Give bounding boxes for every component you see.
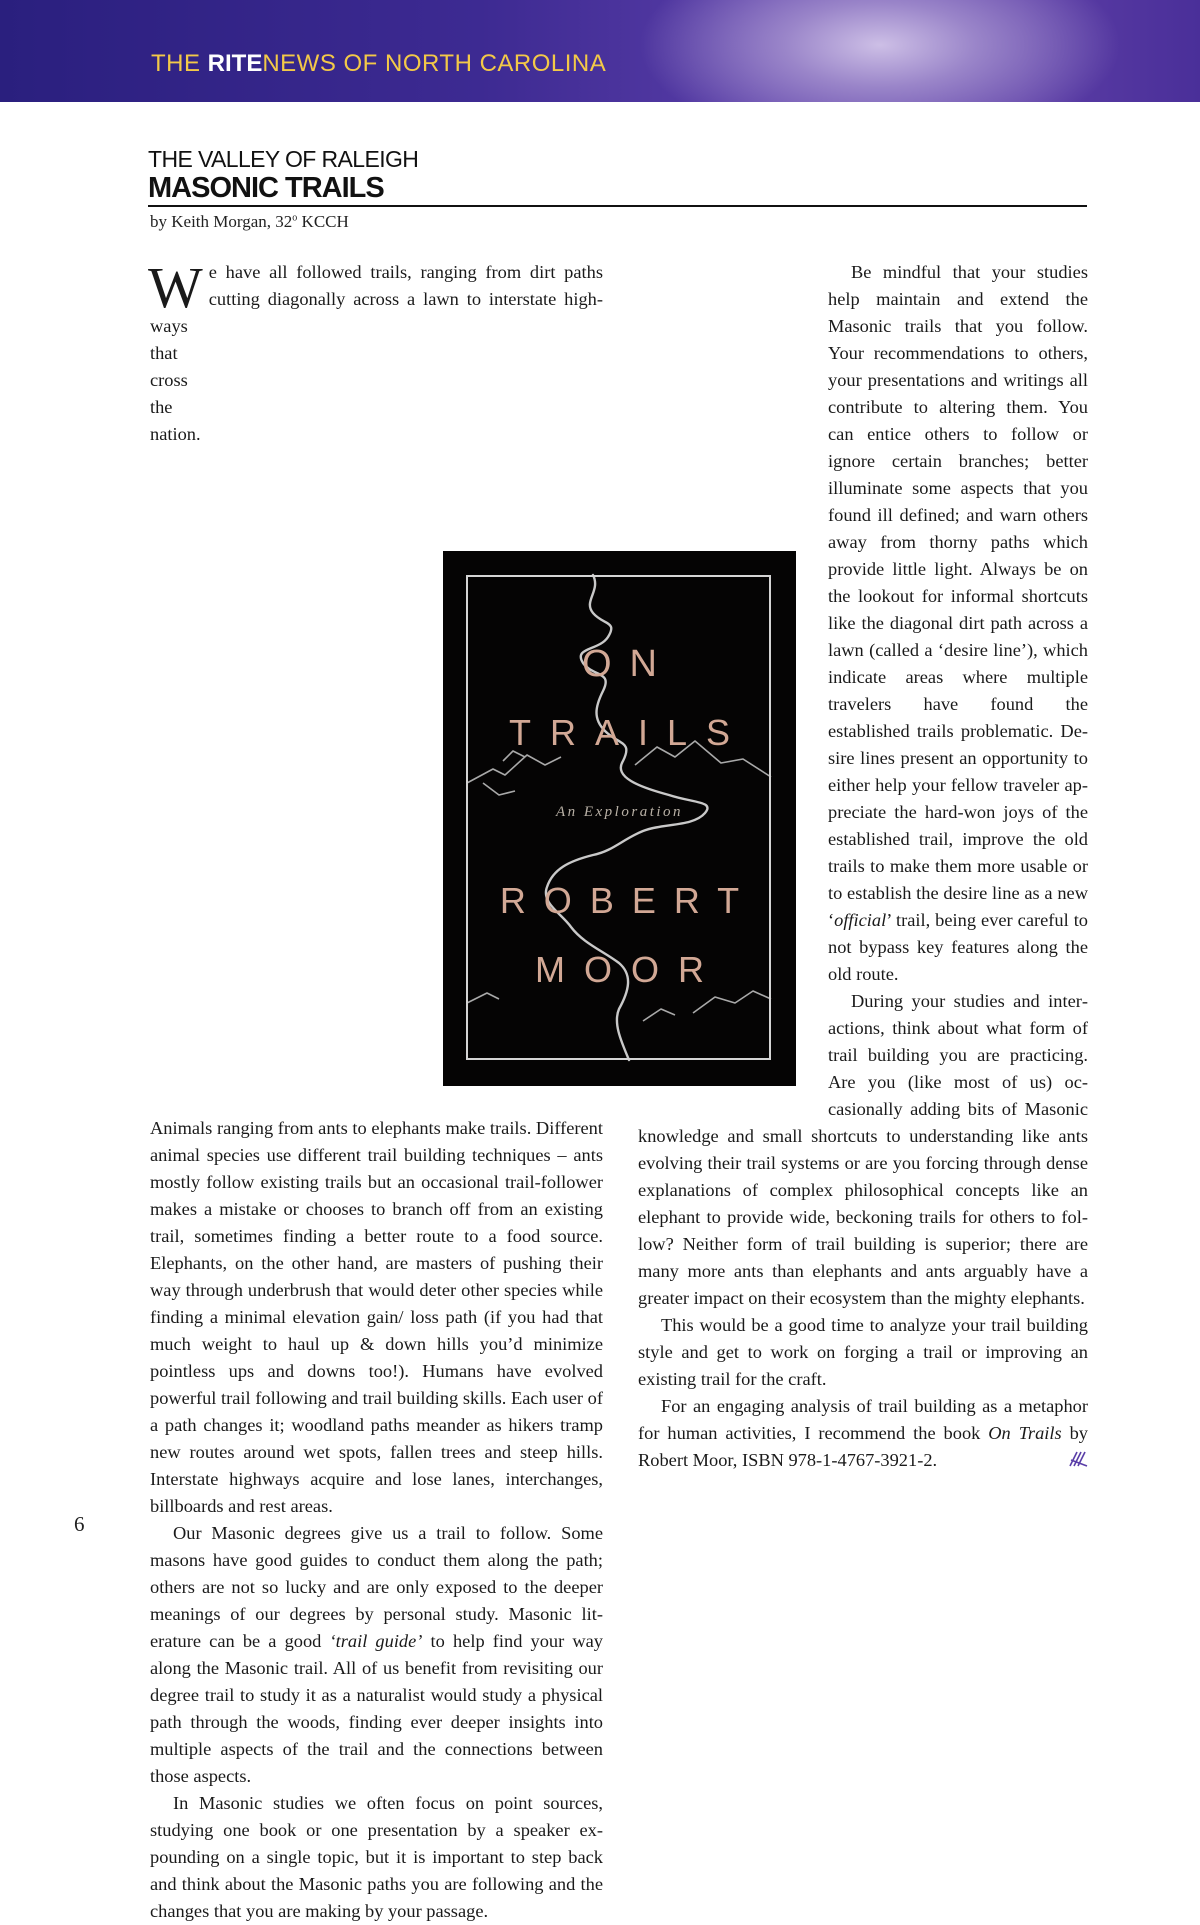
paragraph-degrees-text: Our Masonic degrees give us a trail to follow. Some masons have good guides to conduct them along the path; others are not so lucky and are only exposed to the deeper meanings of our degrees by personal study. Masonic literature can be a good bbox=[150, 1523, 603, 1651]
article-kicker: THE VALLEY OF RALEIGH bbox=[148, 146, 419, 172]
book-title-emphasis: On Trails bbox=[988, 1423, 1062, 1443]
page-number: 6 bbox=[74, 1512, 85, 1536]
drop-cap: W bbox=[148, 255, 203, 320]
book-author-first: ROBERT bbox=[499, 880, 758, 921]
paragraph-recommend-text-2: by Robert Moor, ISBN 978-1-4767-3921-2. bbox=[638, 1423, 1088, 1470]
paragraph-mindful-text: Be mindful that your studies help maintain and extend the Masonic trails that you follow. Your recommendations to others, your presentations and writings all contribute to altering them. You can entice others to follow or ignore certain branches; better illuminate some aspects that you found ill defined; and warn others away from thorny paths which provide little light. Always be on the lookout for informal shortcuts like the diagonal dirt path across a lawn (called a ‘desire line’), which indicate areas where multiple travelers have found the established trails problematic. Desire lines present an opportunity to either help your fellow traveler appreciate the hard-won joys of the established trail, improve the old trails to make them more usable or to establish the desire line as a new ‘ bbox=[828, 262, 1088, 930]
paragraph-analyze: This would be a good time to analyze your trail building style and get to work on forging a trail or improving an existing trail for the craft. bbox=[638, 1315, 1088, 1389]
title-suffix: NEWS OF NORTH CAROLINA bbox=[262, 50, 607, 77]
paragraph-degrees-text-2: to help find your way along the Masonic trail. All of us benefit from revisiting our degree trail to study it as a naturalist would study a physical path through the woods, finding ever deeper insights into multiple aspects of the trail and the connections between those aspects. bbox=[150, 1631, 603, 1786]
publication-title bbox=[151, 50, 606, 78]
trail-guide-emphasis: ‘trail guide’ bbox=[329, 1631, 423, 1651]
paragraph-recommend bbox=[638, 1393, 1088, 1474]
book-title-line-2: TRAILS bbox=[508, 712, 750, 753]
byline-degree: o bbox=[292, 212, 298, 224]
book-author-last: MOOR bbox=[535, 949, 723, 990]
book-title-line-1: ON bbox=[582, 643, 675, 685]
article-headline: MASONIC TRAILS bbox=[148, 172, 384, 204]
book-subtitle: An Exploration bbox=[555, 804, 684, 820]
paragraph-intro-text: e have all followed trails, ranging from dirt paths cutting diagonally across a lawn to interstate highways that cross the nation. Animals ranging from ants to elephants make trails. Different animal species use different trail building techniques – ants mostly follow existing trails but an occasional trail-follower makes a mistake or chooses to branch off from an existing trail, sometimes finding a better route to a food source. Elephants, on the other hand, are masters of pushing their way through underbrush that would deter other species while finding a minimal elevation gain/ loss path (if you had that much weight to haul up & down hills you’d minimize pointless ups and downs too!). Humans have evolved powerful trail following and trail building skills. Each user of a path changes it; woodland paths meander as hikers tramp new routes around wet spots, fallen trees and steep hills. Interstate highways acquire and lose lanes, interchanges, billboards and rest areas. bbox=[150, 262, 603, 1516]
byline-name: by Keith Morgan, 32 bbox=[150, 212, 293, 231]
book-cover-image bbox=[443, 551, 796, 1086]
endmark-icon bbox=[1068, 1451, 1088, 1467]
paragraph-mindful-text-2: ’ trail, being ever careful to not bypass key features along the old route. bbox=[828, 910, 1088, 984]
paragraph-point-sources: In Masonic studies we often focus on point sources, studying one book or one presentation by a speaker expounding on a single topic, but it is important to step back and think about the Masonic paths you are following and the changes that you are making by your passage. bbox=[150, 1793, 603, 1921]
paragraph-interactions: During your studies and interactions, think about what form of trail building you are practicing. Are you (like most of us) occasionally adding bits of Masonic knowledge and small shortcuts to understanding like ants evolving their trail systems or are you forcing through dense explanations of complex philosophical concepts like an elephant to provide wide, beckoning trails for others to follow? Neither form of trail building is superior; there are many more ants than elephants and ants arguably have a greater impact on their ecosystem than the mighty elephants. bbox=[638, 991, 1088, 1308]
paragraph-recommend-text: For an engaging analysis of trail building as a metaphor for human activities, I recommend the book bbox=[638, 1396, 1088, 1443]
masthead-banner bbox=[0, 0, 1200, 102]
byline-title: KCCH bbox=[297, 212, 349, 231]
official-emphasis: official bbox=[834, 910, 887, 930]
headline-rule bbox=[148, 205, 1087, 207]
article-column-left bbox=[148, 255, 603, 1925]
title-rite: RITE bbox=[207, 50, 263, 77]
paragraph-degrees bbox=[150, 1520, 603, 1790]
title-prefix: THE bbox=[151, 50, 208, 77]
article-byline bbox=[150, 212, 349, 232]
